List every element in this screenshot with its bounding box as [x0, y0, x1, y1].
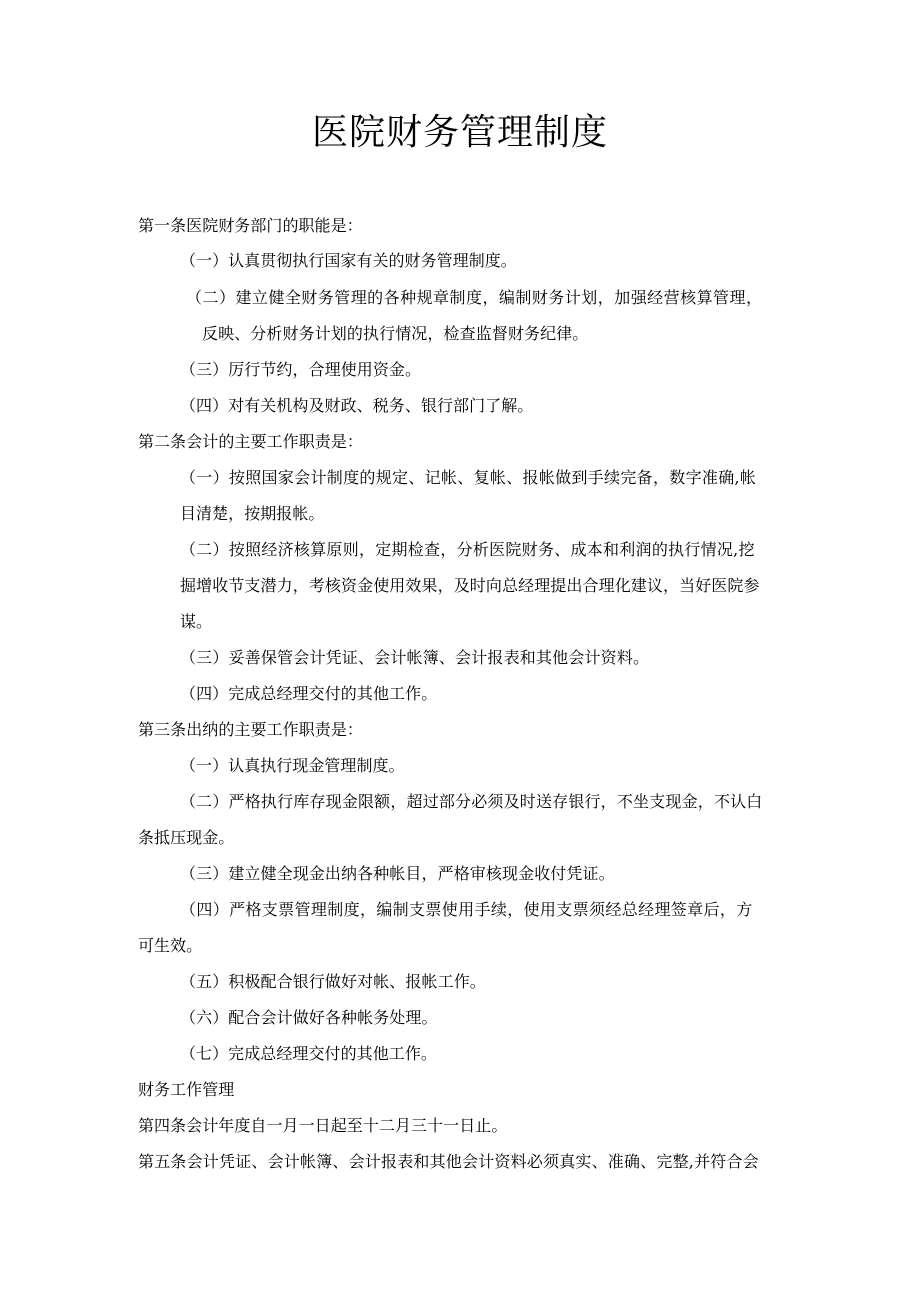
- article-1-heading: 第一条医院财务部门的职能是：: [138, 216, 363, 235]
- article-3-item-6: （六）配合会计做好各种帐务处理。: [180, 1008, 438, 1027]
- article-3-item-4: （四）严格支票管理制度，编制支票使用手续，使用支票须经总经理签章后，方: [180, 900, 753, 919]
- article-3-item-5: （五）积极配合银行做好对帐、报帐工作。: [180, 972, 486, 991]
- article-4: 第四条会计年度自一月一日起至十二月三十一日止。: [138, 1116, 508, 1135]
- article-5: 第五条会计凭证、会计帐簿、会计报表和其他会计资料必须真实、准确、完整,并符合会: [138, 1152, 759, 1171]
- article-1-item-3: （三）厉行节约，合理使用资金。: [180, 360, 422, 379]
- article-3-item-3: （三）建立健全现金出纳各种帐目，严格审核现金收付凭证。: [180, 864, 615, 883]
- article-1-item-2: （二）建立健全财务管理的各种规章制度，编制财务计划，加强经营核算管理，: [186, 288, 763, 307]
- article-2-item-4: （四）完成总经理交付的其他工作。: [180, 684, 438, 703]
- article-3-item-2-cont: 条抵压现金。: [138, 828, 235, 847]
- article-3-item-4-cont: 可生效。: [138, 936, 203, 955]
- article-2-item-2-end: 谋。: [180, 612, 213, 631]
- page-title: 医院财务管理制度: [311, 112, 608, 153]
- article-2-item-2-cont: 掘增收节支潜力，考核资金使用效果，及时向总经理提出合理化建议，当好医院参: [180, 576, 760, 595]
- article-1-item-4: （四）对有关机构及财政、税务、银行部门了解。: [180, 396, 534, 415]
- article-2-item-3: （三）妥善保管会计凭证、会计帐簿、会计报表和其他会计资料。: [180, 648, 650, 667]
- section-heading: 财务工作管理: [138, 1080, 235, 1099]
- article-2-item-2: （二）按照经济核算原则，定期检查，分析医院财务、成本和利润的执行情况,挖: [180, 540, 755, 559]
- article-2-item-1: （一）按照国家会计制度的规定、记帐、复帐、报帐做到手续完备，数字准确,帐: [180, 468, 757, 487]
- article-1-item-2-cont: 反映、分析财务计划的执行情况，检查监督财务纪律。: [202, 324, 589, 343]
- article-3-item-1: （一）认真执行现金管理制度。: [180, 756, 405, 775]
- article-3-item-7: （七）完成总经理交付的其他工作。: [180, 1044, 437, 1063]
- article-2-item-1-cont: 目清楚，按期报帐。: [180, 504, 325, 523]
- article-1-item-1: （一）认真贯彻执行国家有关的财务管理制度。: [180, 251, 517, 270]
- article-3-item-2: （二）严格执行库存现金限额，超过部分必须及时送存银行，不坐支现金，不认白: [180, 792, 763, 811]
- article-3-heading: 第三条出纳的主要工作职责是：: [138, 720, 363, 739]
- article-2-heading: 第二条会计的主要工作职责是：: [138, 432, 363, 451]
